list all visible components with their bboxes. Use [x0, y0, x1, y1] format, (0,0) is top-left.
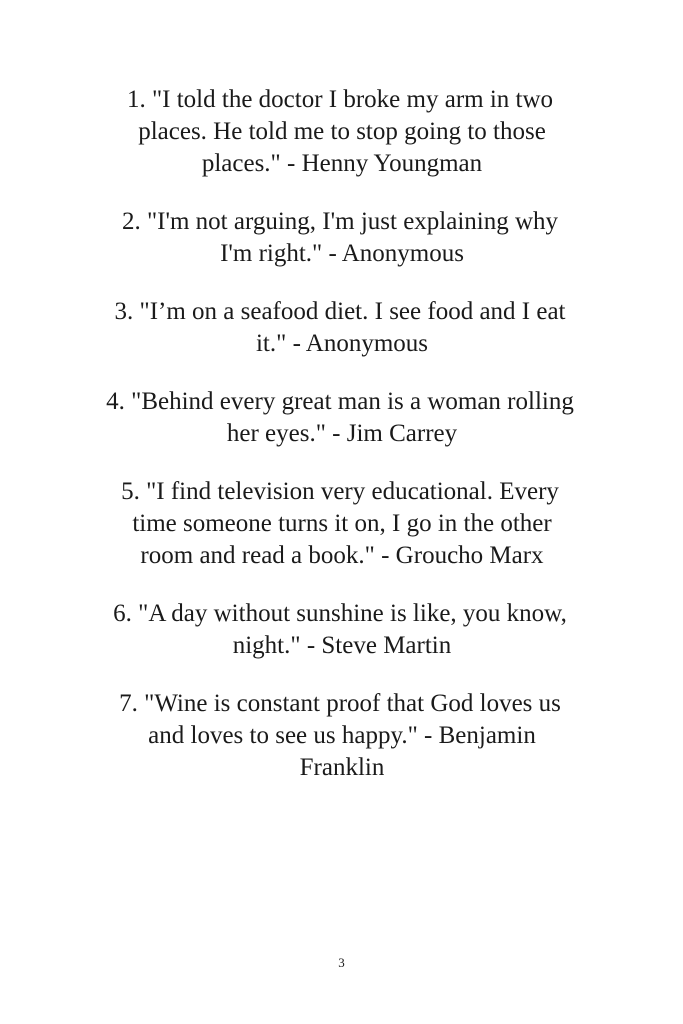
- quote-item: 6. "A day without sunshine is like, you know, night." - Steve Martin: [113, 600, 567, 659]
- quote-item: 3. "I’m on a seafood diet. I see food and I eat it." - Anonymous: [114, 298, 566, 357]
- quote-item: 7. "Wine is constant proof that God loves us and loves to see us happy." - Benjamin Franklin: [119, 690, 561, 781]
- quote-item: 5. "I find television very educational. Every time someone turns it on, I go in the other room and read a book." - Groucho Marx: [121, 478, 559, 569]
- quote-item: 2. "I'm not arguing, I'm just explaining why I'm right." - Anonymous: [121, 208, 559, 267]
- quote-item: 1. "I told the doctor I broke my arm in two places. He told me to stop going to those places." - Henny Youngman: [126, 86, 554, 177]
- page-number: 3: [338, 955, 345, 970]
- quote-item: 4. "Behind every great man is a woman rolling her eyes." - Jim Carrey: [106, 388, 574, 447]
- quote-list: [92, 84, 592, 784]
